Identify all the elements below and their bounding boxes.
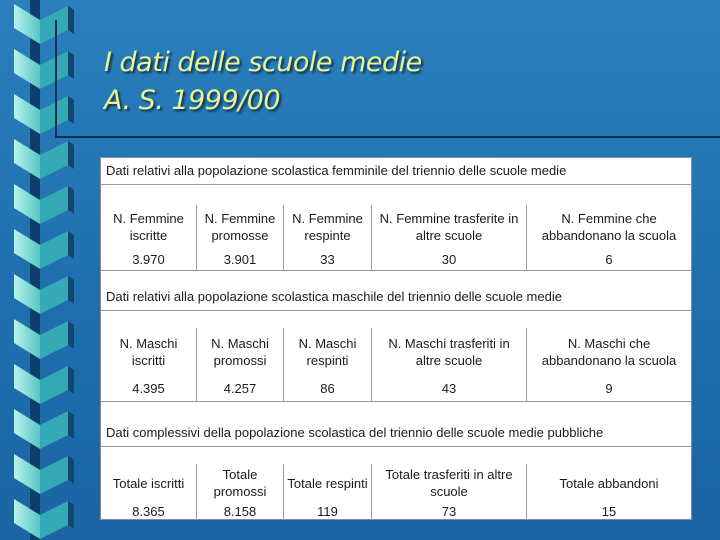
- ribbon-shadow: [68, 141, 74, 169]
- divider: [101, 401, 691, 402]
- table-cell: [101, 328, 197, 401]
- table-cell: [284, 205, 372, 270]
- table-cell: [197, 205, 284, 270]
- slide-title: [104, 44, 422, 120]
- divider: [101, 270, 691, 271]
- table-row-totals: [101, 464, 691, 520]
- decorative-ribbon: [0, 0, 80, 540]
- table-row-male: [101, 328, 691, 401]
- column-header: N. Femmine iscritte: [113, 211, 184, 243]
- table-cell: [197, 464, 284, 520]
- ribbon-shadow: [68, 96, 74, 124]
- ribbon-segment: [40, 186, 68, 224]
- section-caption-totals: Dati complessivi della popolazione scolastica del triennio delle scuole medie pubbliche: [101, 420, 691, 447]
- ribbon-segment: [40, 96, 68, 134]
- table-cell: [101, 205, 197, 270]
- cell-value: 4.395: [132, 381, 165, 396]
- cell-value: 8.158: [223, 503, 257, 519]
- table-cell: [284, 464, 372, 520]
- ribbon-shadow: [68, 6, 74, 34]
- ribbon-segment: [40, 231, 68, 269]
- column-header: N. Femmine trasferite in altre scuole: [379, 211, 519, 243]
- table-cell: [101, 464, 197, 520]
- title-line-2: A. S. 1999/00: [104, 85, 281, 116]
- cell-value: 30: [441, 252, 457, 267]
- cell-value: 9: [605, 381, 613, 396]
- ribbon-segment: [40, 321, 68, 359]
- table-cell: [527, 464, 691, 520]
- section-caption-female: Dati relativi alla popolazione scolastica femminile del triennio delle scuole medie: [101, 158, 691, 185]
- column-header: N. Maschi trasferiti in altre scuole: [388, 336, 510, 368]
- cell-value: 4.257: [223, 381, 257, 396]
- cell-value: 3.901: [223, 252, 257, 267]
- ribbon-segment: [40, 501, 68, 539]
- cell-value: 86: [320, 381, 335, 396]
- column-header: Totale abbandoni: [559, 475, 659, 491]
- column-header: N. Maschi iscritti: [119, 336, 178, 368]
- table-cell: [197, 328, 284, 401]
- column-header: N. Maschi che abbandonano la scuola: [541, 336, 677, 368]
- cell-value: 15: [601, 503, 617, 519]
- ribbon-shadow: [68, 51, 74, 79]
- title-rule-vertical: [55, 20, 57, 138]
- table-cell: [527, 205, 691, 270]
- title-line-1: I dati delle scuole medie: [104, 47, 422, 78]
- column-header: N. Femmine che abbandonano la scuola: [541, 211, 677, 243]
- cell-value: 33: [320, 252, 335, 267]
- data-table: [100, 157, 692, 520]
- ribbon-shadow: [68, 411, 74, 439]
- table-cell: [372, 464, 527, 520]
- table-row-female: [101, 205, 691, 270]
- ribbon-segment: [40, 456, 68, 494]
- table-cell: [527, 328, 691, 401]
- ribbon-segment: [40, 276, 68, 314]
- cell-value: 43: [441, 381, 457, 396]
- cell-value: 73: [441, 503, 457, 519]
- ribbon-segment: [40, 141, 68, 179]
- column-header: N. Femmine promosse: [204, 211, 276, 243]
- ribbon-segment: [40, 51, 68, 89]
- table-cell: [284, 328, 372, 401]
- ribbon-shadow: [68, 501, 74, 529]
- column-header: N. Femmine respinte: [292, 211, 363, 243]
- column-header: Totale respinti: [287, 475, 368, 491]
- cell-value: 3.970: [132, 252, 165, 267]
- ribbon-shadow: [68, 366, 74, 394]
- ribbon-shadow: [68, 456, 74, 484]
- ribbon-shadow: [68, 186, 74, 214]
- table-cell: [372, 205, 527, 270]
- column-header: N. Maschi respinti: [298, 336, 357, 368]
- cell-value: 6: [605, 252, 613, 267]
- ribbon-segment: [40, 411, 68, 449]
- table-cell: [372, 328, 527, 401]
- title-rule-horizontal: [55, 136, 720, 138]
- section-caption-male: Dati relativi alla popolazione scolastica maschile del triennio delle scuole medie: [101, 284, 691, 311]
- column-header: Totale promossi: [213, 467, 267, 499]
- column-header: Totale trasferiti in altre scuole: [385, 467, 513, 499]
- column-header: N. Maschi promossi: [211, 336, 269, 368]
- column-header: Totale iscritti: [112, 475, 185, 491]
- ribbon-shadow: [68, 231, 74, 259]
- cell-value: 119: [317, 503, 338, 519]
- ribbon-segment: [40, 6, 68, 44]
- ribbon-segment: [40, 366, 68, 404]
- ribbon-shadow: [68, 276, 74, 304]
- cell-value: 8.365: [132, 503, 165, 519]
- ribbon-shadow: [68, 321, 74, 349]
